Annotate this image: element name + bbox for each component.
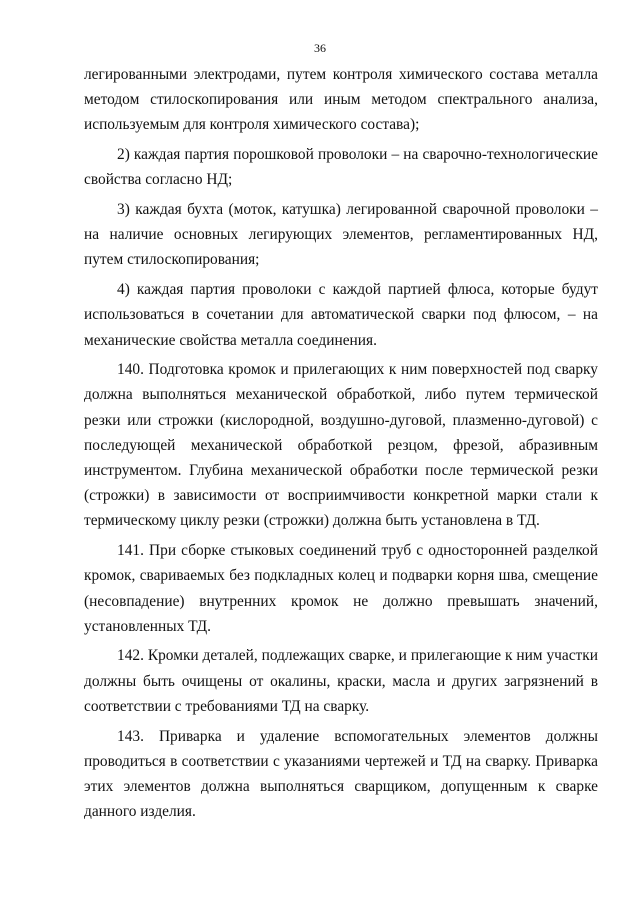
document-body [84, 62, 598, 829]
paragraph-143: 143. Приварка и удаление вспомогательных элементов должны проводиться в соответствии с указаниями чертежей и ТД на сварку. Приварка этих элементов должна выполняться сварщиком, допущенным к сварке данного изделия. [84, 727, 598, 821]
paragraph-142: 142. Кромки деталей, подлежащих сварке, и прилегающие к ним участки должны быть очищены от окалины, краски, масла и других загрязнений в соответствии с требованиями ТД на сварку. [84, 647, 598, 715]
paragraph-141: 141. При сборке стыковых соединений труб с односторонней разделкой кромок, свариваемых без подкладных колец и подварки корня шва, смещение (несовпадение) внутренних кромок не должно превышать значений, установленных ТД. [84, 542, 598, 635]
page-number: 36 [314, 41, 326, 55]
paragraph-item-2: 2) каждая партия порошковой проволоки – на сварочно-технологические свойства согласно НД; [84, 146, 598, 189]
paragraph-continuation: легированными электродами, путем контроля химического состава металла методом стилоскопирования или иным методом спектрального анализа, используемым для контроля химического состава); [84, 66, 598, 134]
paragraph-140: 140. Подготовка кромок и прилегающих к ним поверхностей под сварку должна выполняться механической обработкой, либо путем термической резки или строжки (кислородной, воздушно-дуговой, плазменно-дуговой) с последующей механической обработкой резцом, фрезой, абразивным инструментом. Глубина механической обработки после термической резки (строжки) в зависимости от восприимчивости конкретной марки стали к термическому циклу резки (строжки) должна быть установлена в ТД. [84, 361, 598, 530]
paragraph-item-4: 4) каждая партия проволоки с каждой партией флюса, которые будут использоваться в сочетании для автоматической сварки под флюсом, – на механические свойства металла соединения. [84, 281, 598, 349]
paragraph-item-3: 3) каждая бухта (моток, катушка) легированной сварочной проволоки – на наличие основных легирующих элементов, регламентированных НД, путем стилоскопирования; [84, 201, 598, 269]
